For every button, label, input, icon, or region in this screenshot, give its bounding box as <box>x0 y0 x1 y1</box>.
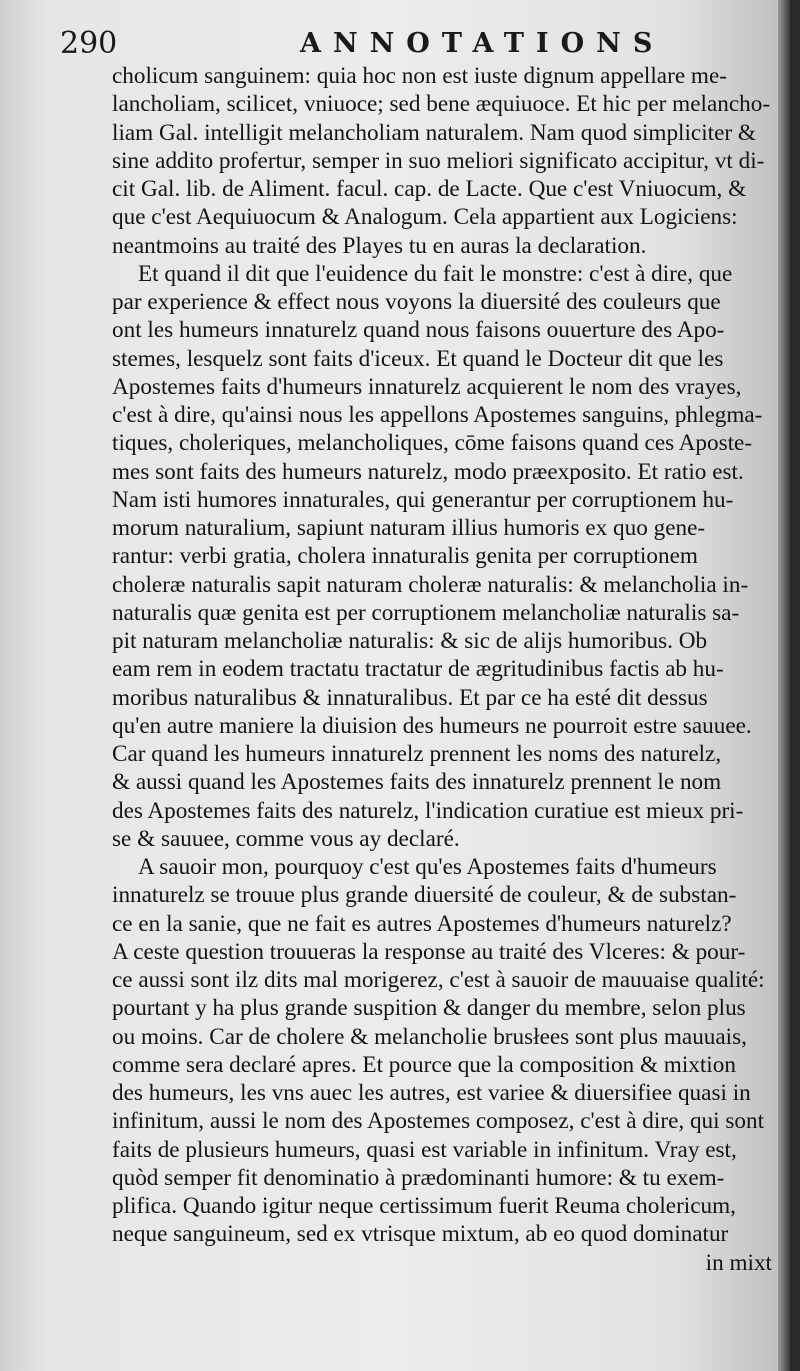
text-line: Nam isti humores innaturales, qui generantur per corruptionem hu- <box>112 486 734 513</box>
text-line: plifica. Quando igitur neque certissimum fuerit Reuma cholericum, <box>112 1193 736 1219</box>
running-head: ANNOTATIONS <box>300 28 665 59</box>
text-line: faits de plusieurs humeurs, quasi est variable in infinitum. Vray est, <box>112 1136 737 1163</box>
text-line: pit naturam melancholiæ naturalis: & sic de alijs humoribus. Ob <box>112 628 708 654</box>
book-gutter <box>778 0 790 1371</box>
text-line: cit Gal. lib. de Aliment. facul. cap. de Lacte. Que c'est Vniuocum, & <box>112 176 747 202</box>
text-line: qu'en autre maniere la diuision des humeurs ne pourroit estre sauuee. <box>112 712 752 739</box>
text-line: comme sera declaré apres. Et pource que la composition & mixtion <box>112 1051 736 1078</box>
text-line: par experience & effect nous voyons la diuersité des couleurs que <box>112 289 721 315</box>
text-line: Apostemes faits d'humeurs innaturelz acquierent le nom des vrayes, <box>112 373 742 400</box>
text-line: ce en la sanie, que ne fait es autres Apostemes d'humeurs naturelz? <box>112 910 732 937</box>
text-line: infinitum, aussi le nom des Apostemes composez, c'est à dire, qui sont <box>112 1108 765 1135</box>
text-line: mes sont faits des humeurs naturelz, modo præexposito. Et ratio est. <box>112 458 744 485</box>
text-line: innaturelz se trouue plus grande diuersité de couleur, & de substan- <box>112 882 737 909</box>
text-line: tiques, choleriques, melancholiques, cōme faisons quand ces Aposte- <box>112 430 753 457</box>
text-line: moribus naturalibus & innaturalibus. Et par ce ha esté dit dessus <box>112 684 708 711</box>
text-line: cholicum sanguinem: quia hoc non est iuste dignum appellare me- <box>112 63 727 89</box>
text-line: naturalis quæ genita est per corruptionem melancholiæ naturalis sa- <box>112 599 740 626</box>
text-line: eam rem in eodem tractatu tractatur de ægritudinibus factis ab hu- <box>112 656 724 683</box>
text-line: pourtant y ha plus grande suspition & danger du membre, selon plus <box>112 995 746 1022</box>
text-line: Car quand les humeurs innaturelz prennent les noms des naturelz, <box>112 741 722 767</box>
text-line: des Apostemes faits des naturelz, l'indication curatiue est mieux pri- <box>112 797 744 824</box>
body-text <box>112 62 772 1277</box>
text-line: liam Gal. intelligit melancholiam naturalem. Nam quod simpliciter & <box>112 119 756 146</box>
text-line: que c'est Aequiuocum & Analogum. Cela appartient aux Logiciens: <box>112 204 738 231</box>
text-line: neque sanguineum, sed ex vtrisque mixtum, ab eo quod dominatur <box>112 1221 729 1248</box>
text-line: in mixt <box>705 1249 772 1276</box>
text-line: A sauoir mon, pourquoy c'est qu'es Apostemes faits d'humeurs <box>138 854 717 880</box>
text-line: se & sauuee, comme vous ay declaré. <box>112 825 460 852</box>
text-line: & aussi quand les Apostemes faits des innaturelz prennent le nom <box>112 769 722 796</box>
text-line: neantmoins au traité des Playes tu en auras la declaration. <box>112 232 647 259</box>
text-line: ont les humeurs innaturelz quand nous faisons ouuerture des Apo- <box>112 317 725 344</box>
text-line: A ceste question trouueras la response au traité des Vlceres: & pour- <box>112 938 746 965</box>
text-line: ou moins. Car de cholere & melancholie brusłees sont plus mauuais, <box>112 1023 747 1050</box>
text-line: choleræ naturalis sapit naturam choleræ naturalis: & melancholia in- <box>112 571 749 598</box>
text-line: quòd semper fit denominatio à prædominanti humore: & tu exem- <box>112 1164 725 1191</box>
page-header <box>60 26 750 66</box>
page-number: 290 <box>60 26 118 61</box>
text-line: c'est à dire, qu'ainsi nous les appellons Apostemes sanguins, phlegma- <box>112 402 763 428</box>
text-line: stemes, lesquelz sont faits d'iceux. Et quand le Docteur dit que les <box>112 345 724 372</box>
text-line: lancholiam, scilicet, vniuoce; sed bene æquiuoce. Et hic per melancho- <box>112 91 771 118</box>
text-line: Et quand il dit que l'euidence du fait le monstre: c'est à dire, que <box>138 260 733 287</box>
text-line: sine addito profertur, semper in suo meliori significato accipitur, vt di- <box>112 147 765 174</box>
text-line: morum naturalium, sapiunt naturam illius humoris ex quo gene- <box>112 515 706 541</box>
text-line: rantur: verbi gratia, cholera innaturalis genita per corruptionem <box>112 543 698 570</box>
text-line: ce aussi sont ilz dits mal morigerez, c'est à sauoir de mauuaise qualité: <box>112 967 765 993</box>
text-line: des humeurs, les vns auec les autres, est variee & diuersifiee quasi in <box>112 1080 751 1106</box>
